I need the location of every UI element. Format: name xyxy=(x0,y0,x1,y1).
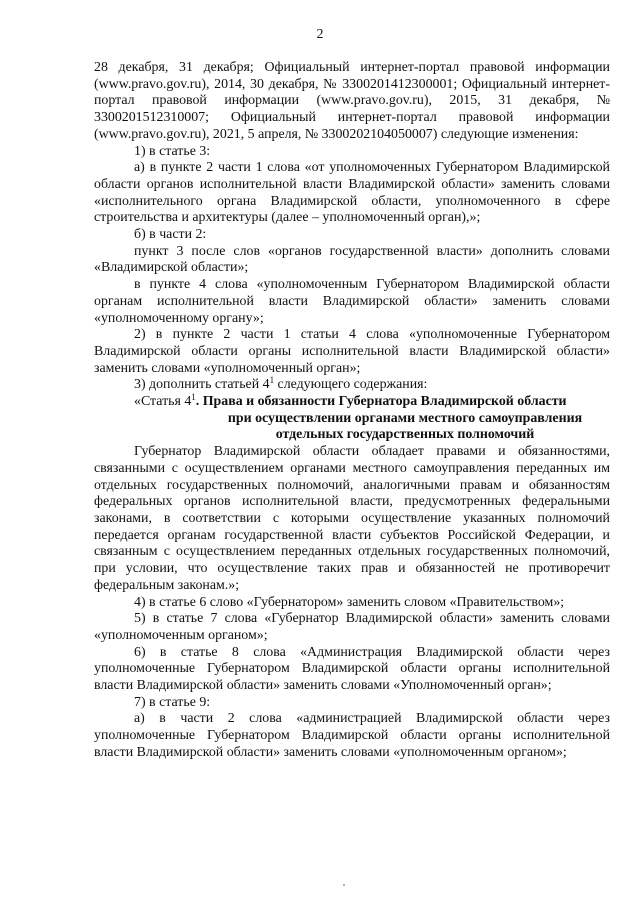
paragraph: 5) в статье 7 слова «Губернатор Владимирской области» заменить словами «уполномоченным органом»; xyxy=(94,611,610,643)
paragraph: 4) в статье 6 слово «Губернатором» заменить словом «Правительством»; xyxy=(134,594,565,610)
item3-text: 3) дополнить статьей 4 xyxy=(134,377,270,393)
paragraph xyxy=(94,377,610,394)
article-title-line2: при осуществлении органами местного самоуправления xyxy=(227,410,583,426)
item3-superscript: 1 xyxy=(269,375,275,386)
article-prefix: «Статья 4 xyxy=(134,394,192,410)
article-superscript: 1 xyxy=(191,392,196,403)
paragraph: б) в части 2: xyxy=(134,227,207,243)
paragraph: 28 декабря, 31 декабря; Официальный интернет-портал правовой информации (www.pravo.gov.ru), 2014, 30 декабря, № 3300201412300001; Официальный интернет-портал правовой информации (www.pravo.gov.ru), 2015, 31 декабря, № 3300201512310007; Официальный интернет-портал правовой информации (www.pravo.gov.ru), 2021, 5 апреля, № 3300202104050007) следующие изменения: xyxy=(94,60,610,142)
item3-text-end: следующего содержания: xyxy=(274,377,428,393)
document-body xyxy=(94,60,610,762)
article-title-line1: . Права и обязанности Губернатора Владимирской области xyxy=(195,394,567,410)
paragraph: 2) в пункте 2 части 1 статьи 4 слова «уполномоченные Губернатором Владимирской области органы исполнительной власти Владимирской области» заменить словами «уполномоченный орган»; xyxy=(94,327,610,376)
paragraph: 1) в статье 3: xyxy=(134,143,211,159)
paragraph: 7) в статье 9: xyxy=(134,694,211,710)
paragraph: Губернатор Владимирской области обладает правами и обязанностями, связанными с осуществлением органами местного самоуправления переданных им отдельных государственных полномочий, аналогичными правам и обязанностям федеральных органов исполнительной власти, предусмотренных федеральными законами, в соответствии с которыми осуществление указанных полномочий передается органам государственной власти субъектов Российской Федерации, и связанным с осуществлением переданных отдельных государственных полномочий, при условии, что осуществление таких прав и обязанностей не противоречит федеральным законам.»; xyxy=(94,444,610,593)
paragraph: а) в части 2 слова «администрацией Владимирской области через уполномоченные Губернатором Владимирской области органы исполнительной власти Владимирской области» заменить словами «уполномоченным органом»; xyxy=(94,711,610,760)
paragraph: пункт 3 после слов «органов государственной власти» дополнить словами «Владимирской области»; xyxy=(94,243,610,276)
page-number: 2 xyxy=(316,27,324,42)
paragraph: 6) в статье 8 слова «Администрация Владимирской области через уполномоченные Губернатором Владимирской области органы исполнительной власти Владимирской области» заменить словами «Уполномоченный орган»; xyxy=(94,644,610,694)
scan-speck xyxy=(343,884,345,886)
paragraph: а) в пункте 2 части 1 слова «от уполномоченных Губернатором Владимирской области органов исполнительной власти Владимирской области» заменить словами «исполнительного органа Владимирской области, уполномоченного в сфере строительства и архитектуры (далее – уполномоченный орган),»; xyxy=(94,160,610,226)
article-heading xyxy=(94,394,610,444)
paragraph: в пункте 4 слова «уполномоченным Губернатором Владимирской области органам исполнительной власти Владимирской области» заменить словами «уполномоченному органу»; xyxy=(94,277,610,326)
article-title-line3: отдельных государственных полномочий xyxy=(275,427,535,443)
